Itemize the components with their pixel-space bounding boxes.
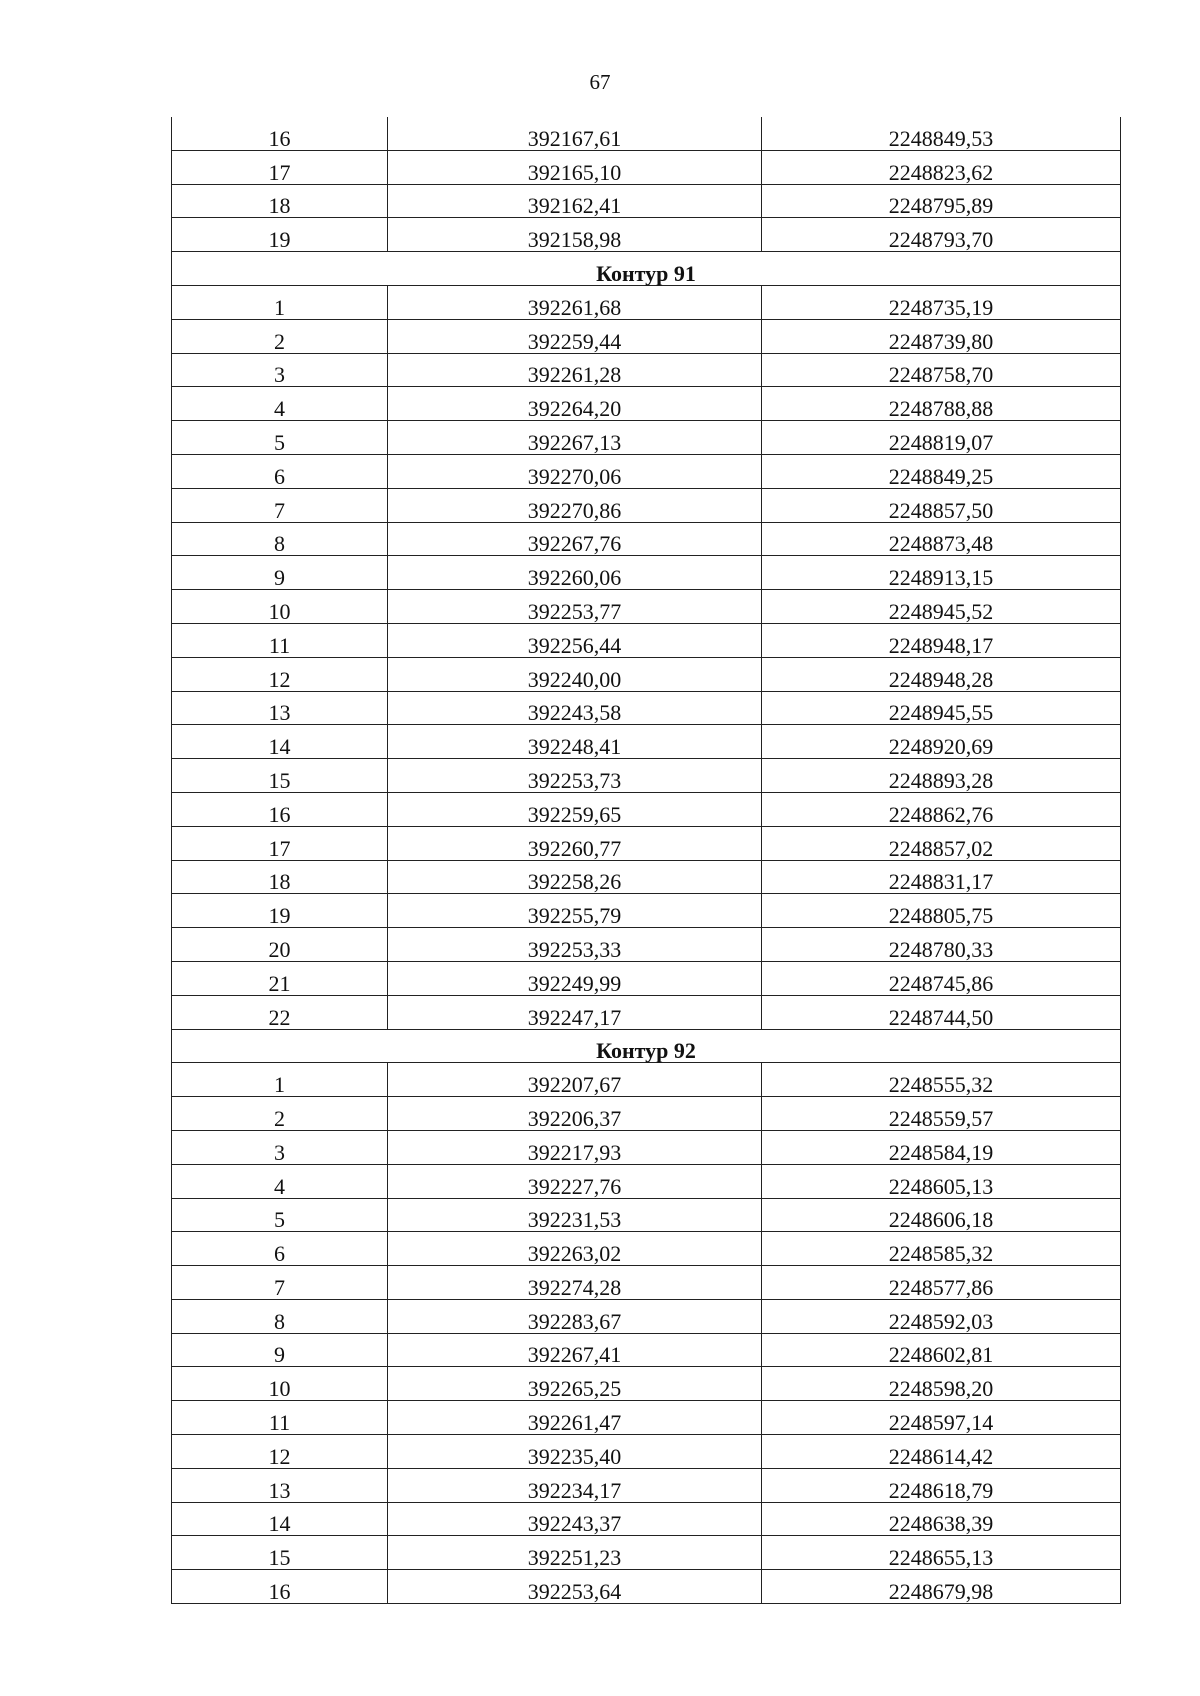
point-number-cell: 7 — [172, 1266, 388, 1300]
coordinates-table — [171, 117, 1121, 1604]
point-number-cell: 10 — [172, 590, 388, 624]
y-coordinate-cell: 2248559,57 — [762, 1097, 1121, 1131]
y-coordinate-cell: 2248849,53 — [762, 117, 1121, 150]
x-coordinate-cell: 392234,17 — [388, 1468, 762, 1502]
x-coordinate-cell: 392267,76 — [388, 522, 762, 556]
y-coordinate-cell: 2248577,86 — [762, 1266, 1121, 1300]
contour-heading-row — [172, 252, 1121, 286]
x-coordinate-cell: 392263,02 — [388, 1232, 762, 1266]
x-coordinate-cell: 392253,33 — [388, 928, 762, 962]
point-number-cell: 22 — [172, 995, 388, 1029]
table-row — [172, 319, 1121, 353]
x-coordinate-cell: 392253,77 — [388, 590, 762, 624]
point-number-cell: 15 — [172, 759, 388, 793]
x-coordinate-cell: 392227,76 — [388, 1164, 762, 1198]
x-coordinate-cell: 392270,06 — [388, 454, 762, 488]
table-row — [172, 1232, 1121, 1266]
table-row — [172, 1570, 1121, 1604]
table-row — [172, 454, 1121, 488]
x-coordinate-cell: 392259,44 — [388, 319, 762, 353]
table-row — [172, 387, 1121, 421]
table-row — [172, 150, 1121, 184]
point-number-cell: 11 — [172, 1401, 388, 1435]
y-coordinate-cell: 2248819,07 — [762, 421, 1121, 455]
y-coordinate-cell: 2248862,76 — [762, 792, 1121, 826]
x-coordinate-cell: 392270,86 — [388, 488, 762, 522]
x-coordinate-cell: 392255,79 — [388, 894, 762, 928]
y-coordinate-cell: 2248823,62 — [762, 150, 1121, 184]
point-number-cell: 5 — [172, 421, 388, 455]
y-coordinate-cell: 2248920,69 — [762, 725, 1121, 759]
point-number-cell: 8 — [172, 1299, 388, 1333]
table-row — [172, 556, 1121, 590]
x-coordinate-cell: 392165,10 — [388, 150, 762, 184]
y-coordinate-cell: 2248555,32 — [762, 1063, 1121, 1097]
point-number-cell: 4 — [172, 387, 388, 421]
table-row — [172, 1435, 1121, 1469]
x-coordinate-cell: 392274,28 — [388, 1266, 762, 1300]
y-coordinate-cell: 2248857,02 — [762, 826, 1121, 860]
y-coordinate-cell: 2248849,25 — [762, 454, 1121, 488]
x-coordinate-cell: 392247,17 — [388, 995, 762, 1029]
x-coordinate-cell: 392240,00 — [388, 657, 762, 691]
y-coordinate-cell: 2248602,81 — [762, 1333, 1121, 1367]
x-coordinate-cell: 392258,26 — [388, 860, 762, 894]
x-coordinate-cell: 392243,58 — [388, 691, 762, 725]
y-coordinate-cell: 2248945,55 — [762, 691, 1121, 725]
point-number-cell: 13 — [172, 691, 388, 725]
y-coordinate-cell: 2248857,50 — [762, 488, 1121, 522]
table-row — [172, 1333, 1121, 1367]
page-number: 67 — [589, 70, 611, 94]
table-row — [172, 285, 1121, 319]
table-row — [172, 117, 1121, 150]
x-coordinate-cell: 392267,13 — [388, 421, 762, 455]
y-coordinate-cell: 2248780,33 — [762, 928, 1121, 962]
point-number-cell: 16 — [172, 1570, 388, 1604]
point-number-cell: 8 — [172, 522, 388, 556]
point-number-cell: 16 — [172, 792, 388, 826]
table-row — [172, 1367, 1121, 1401]
x-coordinate-cell: 392260,77 — [388, 826, 762, 860]
y-coordinate-cell: 2248745,86 — [762, 961, 1121, 995]
table-row — [172, 1401, 1121, 1435]
table-row — [172, 184, 1121, 218]
y-coordinate-cell: 2248795,89 — [762, 184, 1121, 218]
table-row — [172, 657, 1121, 691]
table-row — [172, 1097, 1121, 1131]
table-row — [172, 1502, 1121, 1536]
point-number-cell: 21 — [172, 961, 388, 995]
table-row — [172, 488, 1121, 522]
y-coordinate-cell: 2248606,18 — [762, 1198, 1121, 1232]
y-coordinate-cell: 2248584,19 — [762, 1130, 1121, 1164]
contour-heading: Контур 91 — [172, 252, 1121, 286]
point-number-cell: 1 — [172, 285, 388, 319]
y-coordinate-cell: 2248618,79 — [762, 1468, 1121, 1502]
y-coordinate-cell: 2248739,80 — [762, 319, 1121, 353]
point-number-cell: 3 — [172, 1130, 388, 1164]
x-coordinate-cell: 392253,64 — [388, 1570, 762, 1604]
x-coordinate-cell: 392261,47 — [388, 1401, 762, 1435]
y-coordinate-cell: 2248948,17 — [762, 623, 1121, 657]
y-coordinate-cell: 2248605,13 — [762, 1164, 1121, 1198]
y-coordinate-cell: 2248585,32 — [762, 1232, 1121, 1266]
x-coordinate-cell: 392251,23 — [388, 1536, 762, 1570]
point-number-cell: 10 — [172, 1367, 388, 1401]
point-number-cell: 9 — [172, 556, 388, 590]
table-row — [172, 792, 1121, 826]
point-number-cell: 5 — [172, 1198, 388, 1232]
table-row — [172, 1130, 1121, 1164]
table-row — [172, 995, 1121, 1029]
table-row — [172, 826, 1121, 860]
table-row — [172, 522, 1121, 556]
point-number-cell: 6 — [172, 1232, 388, 1266]
table-row — [172, 1299, 1121, 1333]
x-coordinate-cell: 392267,41 — [388, 1333, 762, 1367]
point-number-cell: 18 — [172, 184, 388, 218]
point-number-cell: 17 — [172, 826, 388, 860]
x-coordinate-cell: 392265,25 — [388, 1367, 762, 1401]
point-number-cell: 2 — [172, 1097, 388, 1131]
y-coordinate-cell: 2248793,70 — [762, 218, 1121, 252]
x-coordinate-cell: 392207,67 — [388, 1063, 762, 1097]
point-number-cell: 7 — [172, 488, 388, 522]
y-coordinate-cell: 2248788,88 — [762, 387, 1121, 421]
x-coordinate-cell: 392217,93 — [388, 1130, 762, 1164]
x-coordinate-cell: 392162,41 — [388, 184, 762, 218]
table-row — [172, 860, 1121, 894]
point-number-cell: 1 — [172, 1063, 388, 1097]
point-number-cell: 14 — [172, 725, 388, 759]
y-coordinate-cell: 2248873,48 — [762, 522, 1121, 556]
table-row — [172, 1536, 1121, 1570]
table-row — [172, 691, 1121, 725]
point-number-cell: 19 — [172, 218, 388, 252]
table-row — [172, 1063, 1121, 1097]
contour-heading: Контур 92 — [172, 1029, 1121, 1063]
table-row — [172, 421, 1121, 455]
point-number-cell: 4 — [172, 1164, 388, 1198]
table-row — [172, 928, 1121, 962]
y-coordinate-cell: 2248638,39 — [762, 1502, 1121, 1536]
point-number-cell: 15 — [172, 1536, 388, 1570]
y-coordinate-cell: 2248945,52 — [762, 590, 1121, 624]
table-row — [172, 961, 1121, 995]
point-number-cell: 12 — [172, 1435, 388, 1469]
point-number-cell: 9 — [172, 1333, 388, 1367]
y-coordinate-cell: 2248948,28 — [762, 657, 1121, 691]
y-coordinate-cell: 2248758,70 — [762, 353, 1121, 387]
x-coordinate-cell: 392264,20 — [388, 387, 762, 421]
x-coordinate-cell: 392256,44 — [388, 623, 762, 657]
point-number-cell: 12 — [172, 657, 388, 691]
point-number-cell: 20 — [172, 928, 388, 962]
y-coordinate-cell: 2248592,03 — [762, 1299, 1121, 1333]
table-row — [172, 353, 1121, 387]
point-number-cell: 14 — [172, 1502, 388, 1536]
table-row — [172, 623, 1121, 657]
point-number-cell: 19 — [172, 894, 388, 928]
point-number-cell: 2 — [172, 319, 388, 353]
y-coordinate-cell: 2248614,42 — [762, 1435, 1121, 1469]
point-number-cell: 11 — [172, 623, 388, 657]
y-coordinate-cell: 2248597,14 — [762, 1401, 1121, 1435]
table-row — [172, 725, 1121, 759]
y-coordinate-cell: 2248831,17 — [762, 860, 1121, 894]
y-coordinate-cell: 2248679,98 — [762, 1570, 1121, 1604]
x-coordinate-cell: 392248,41 — [388, 725, 762, 759]
x-coordinate-cell: 392167,61 — [388, 117, 762, 150]
point-number-cell: 16 — [172, 117, 388, 150]
y-coordinate-cell: 2248893,28 — [762, 759, 1121, 793]
x-coordinate-cell: 392261,68 — [388, 285, 762, 319]
x-coordinate-cell: 392261,28 — [388, 353, 762, 387]
contour-heading-row — [172, 1029, 1121, 1063]
x-coordinate-cell: 392206,37 — [388, 1097, 762, 1131]
table-row — [172, 894, 1121, 928]
x-coordinate-cell: 392253,73 — [388, 759, 762, 793]
x-coordinate-cell: 392259,65 — [388, 792, 762, 826]
table-row — [172, 1266, 1121, 1300]
x-coordinate-cell: 392260,06 — [388, 556, 762, 590]
x-coordinate-cell: 392158,98 — [388, 218, 762, 252]
x-coordinate-cell: 392243,37 — [388, 1502, 762, 1536]
x-coordinate-cell: 392235,40 — [388, 1435, 762, 1469]
point-number-cell: 13 — [172, 1468, 388, 1502]
point-number-cell: 18 — [172, 860, 388, 894]
point-number-cell: 3 — [172, 353, 388, 387]
y-coordinate-cell: 2248598,20 — [762, 1367, 1121, 1401]
table-row — [172, 218, 1121, 252]
table-row — [172, 1164, 1121, 1198]
table-row — [172, 1468, 1121, 1502]
table-row — [172, 590, 1121, 624]
coordinates-table-body — [172, 117, 1121, 1604]
x-coordinate-cell: 392231,53 — [388, 1198, 762, 1232]
y-coordinate-cell: 2248655,13 — [762, 1536, 1121, 1570]
y-coordinate-cell: 2248913,15 — [762, 556, 1121, 590]
point-number-cell: 6 — [172, 454, 388, 488]
x-coordinate-cell: 392283,67 — [388, 1299, 762, 1333]
point-number-cell: 17 — [172, 150, 388, 184]
y-coordinate-cell: 2248805,75 — [762, 894, 1121, 928]
table-row — [172, 1198, 1121, 1232]
x-coordinate-cell: 392249,99 — [388, 961, 762, 995]
y-coordinate-cell: 2248744,50 — [762, 995, 1121, 1029]
y-coordinate-cell: 2248735,19 — [762, 285, 1121, 319]
table-row — [172, 759, 1121, 793]
